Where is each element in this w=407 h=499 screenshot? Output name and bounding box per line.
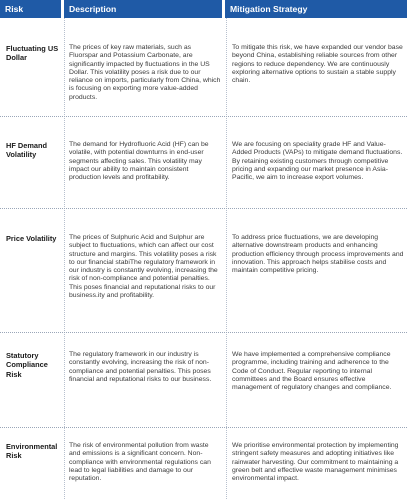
risk-mitigation: We are focusing on speciality grade HF and Value-Added Products (VAPs) to mitigate demand fluctuations. By retaining existing customers through competitive pricing and expanding our market presence in Asia-Pacific, we aim to increase export volumes. bbox=[232, 141, 403, 182]
table-row bbox=[0, 18, 407, 117]
risk-description: The prices of key raw materials, such as Fluorspar and Potassium Carbonate, are significantly impacted by fluctuations in the US Dollar. This volatility poses a risk due to our reliance on imports, particularly from China, which is focusing on exporting more value-added products. bbox=[69, 44, 221, 101]
header-description: Description bbox=[64, 0, 222, 18]
risk-mitigation: To mitigate this risk, we have expanded our vendor base beyond China, establishing reliable sources from other regions to reduce dependency. We are continuously exploring alternative options to sustain a stable supply chain. bbox=[232, 44, 403, 85]
risk-name: Environmental Risk bbox=[6, 442, 58, 461]
risk-description: The demand for Hydrofluoric Acid (HF) can be volatile, with potential downturns in end-user segments affecting sales. This volatility may impact our ability to maintain consistent production levels and profitability. bbox=[69, 141, 209, 182]
header-risk: Risk bbox=[0, 0, 61, 18]
risk-mitigation: To address price fluctuations, we are developing alternative downstream products and enhancing production efficiency through process improvements and innovation. This approach helps stabilise costs and maintain competitive pricing. bbox=[232, 234, 404, 275]
table-header bbox=[0, 0, 407, 18]
table-row bbox=[0, 117, 407, 209]
table-row bbox=[0, 333, 407, 428]
risk-name: Statutory Compliance Risk bbox=[6, 351, 48, 379]
table-row bbox=[0, 209, 407, 333]
risk-name: Price Volatility bbox=[6, 234, 57, 243]
header-mitigation: Mitigation Strategy bbox=[225, 0, 407, 18]
risk-name: HF Demand Volatility bbox=[6, 141, 48, 160]
risk-mitigation: We prioritise environmental protection by implementing stringent safety measures and adopting initiatives like rainwater harvesting. Our commitment to maintaining a green belt and effective waste management minimises environmental impact. bbox=[232, 442, 399, 483]
table-row bbox=[0, 428, 407, 499]
risk-name: Fluctuating US Dollar bbox=[6, 44, 59, 63]
risk-description: The risk of environmental pollution from waste and emissions is a significant concern. Non-compliance with environmental regulations can lead to legal liabilities and damage to our reputation. bbox=[69, 442, 211, 483]
risk-description: The prices of Sulphuric Acid and Sulphur are subject to fluctuations, which can affect our cost structure and margins. This volatility poses a risk to our financial stabiThe regulatory framework in our industry is constantly evolving, increasing the risk of non-compliance and potential penalties. This poses financial and reputational risks to our business.ity and profitability. bbox=[69, 234, 218, 300]
risk-mitigation: We have implemented a comprehensive compliance programme, including training and adherence to the Code of Conduct. Regular reporting to internal committees and the Board ensures effective management of regulatory changes and compliance. bbox=[232, 351, 392, 392]
risk-description: The regulatory framework in our industry is constantly evolving, increasing the risk of non-compliance and potential penalties. This poses financial and reputational risks to our business. bbox=[69, 351, 212, 383]
